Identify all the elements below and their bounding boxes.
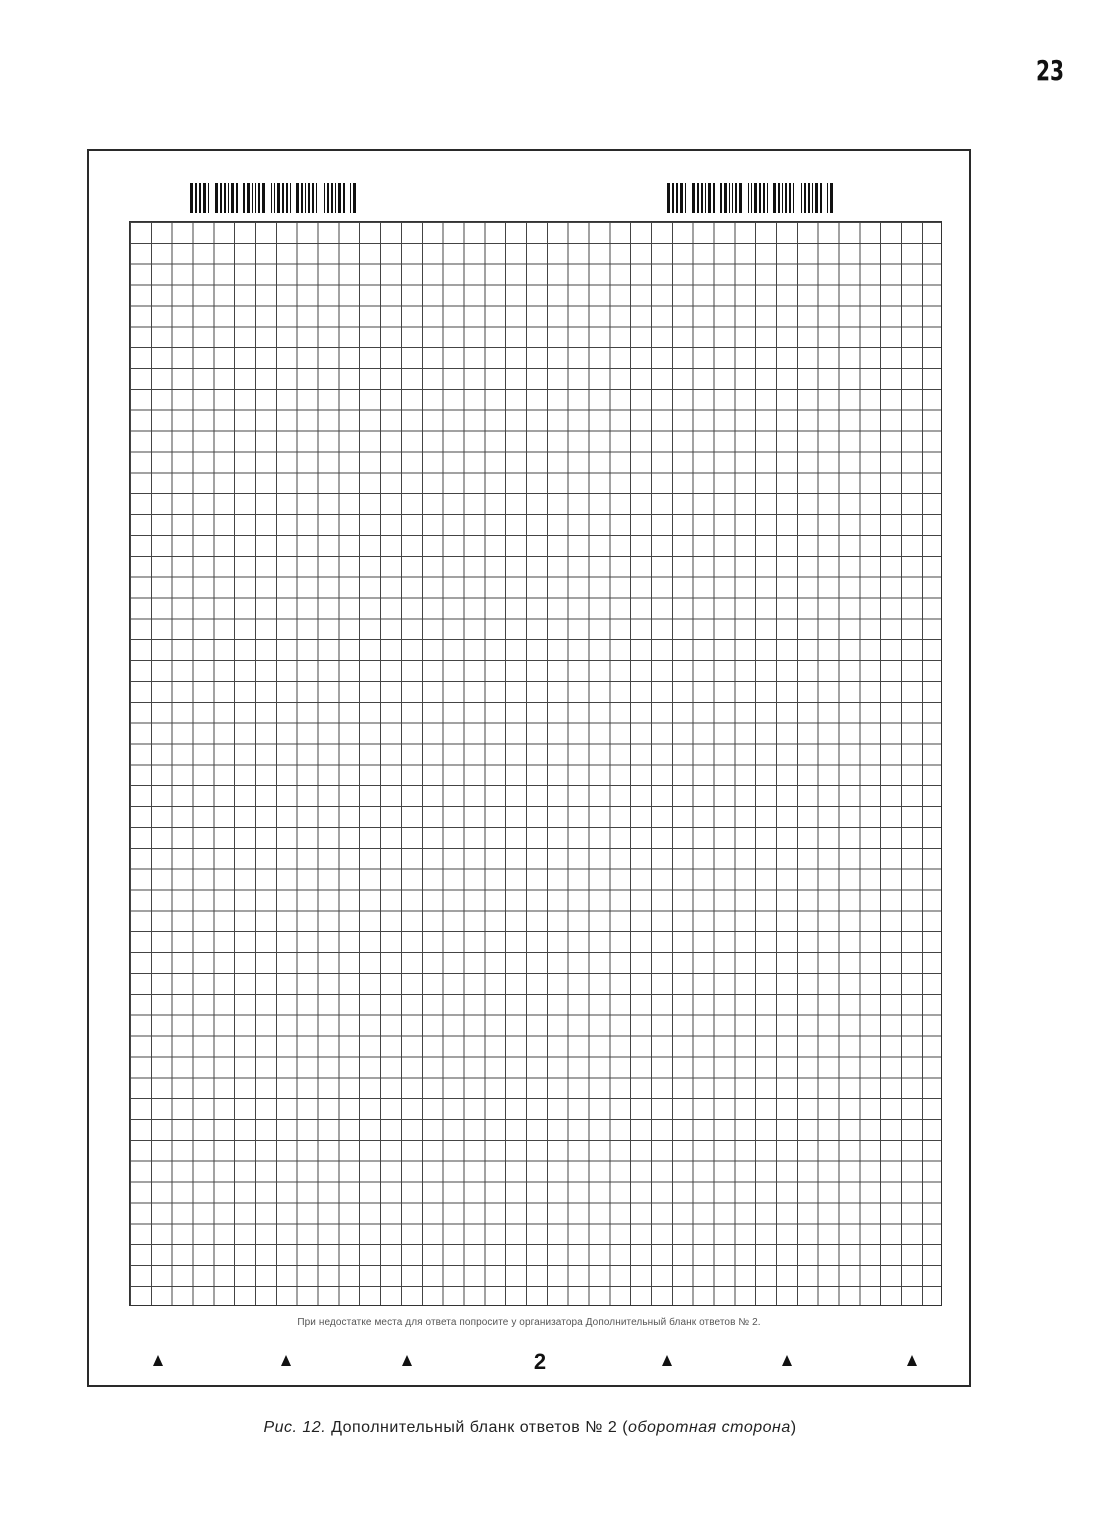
barcode-bar (274, 183, 275, 213)
barcode-bar (789, 183, 791, 213)
barcode-bar (735, 183, 737, 213)
barcode-bar (793, 183, 794, 213)
answer-grid[interactable] (129, 221, 942, 1306)
barcode-bar (312, 183, 314, 213)
barcode-bar (296, 183, 299, 213)
figure-subtitle: оборотная сторона (628, 1419, 791, 1436)
barcode-bar (763, 183, 765, 213)
barcode-bar (195, 183, 197, 213)
barcode-bar (220, 183, 222, 213)
barcode-bar (720, 183, 722, 213)
page-number: 23 (1035, 54, 1065, 87)
barcode-bar (305, 183, 306, 213)
barcode-bar (812, 183, 813, 213)
barcode-bar (347, 183, 348, 213)
barcode-bar (224, 183, 226, 213)
barcode-bar (801, 183, 802, 213)
barcode-bar (692, 183, 695, 213)
barcode-bar (247, 183, 250, 213)
barcode-bar (680, 183, 683, 213)
barcode-bar (293, 183, 294, 213)
barcode-bar (732, 183, 733, 213)
barcode-bar (672, 183, 674, 213)
barcode-bar (282, 183, 284, 213)
barcode-bar (199, 183, 201, 213)
barcode-bar (190, 183, 193, 213)
barcode-bar (308, 183, 310, 213)
triangle-up-icon (153, 1355, 163, 1366)
instruction-note: При недостатке места для ответа попросите у организатора Дополнительный бланк ответов № 2. (297, 1317, 761, 1328)
barcode-bar (759, 183, 761, 213)
barcode-bar (262, 183, 265, 213)
barcode-bar (255, 183, 256, 213)
barcode-bar (701, 183, 703, 213)
barcode-bar (243, 183, 245, 213)
barcode-bar (830, 183, 833, 213)
barcode-bar (717, 183, 718, 213)
barcode-bar (228, 183, 229, 213)
barcode-bar (286, 183, 288, 213)
barcode-bar (215, 183, 218, 213)
sheet-side-number: 2 (533, 1349, 547, 1374)
barcode-bar (827, 183, 828, 213)
barcode-bar (729, 183, 730, 213)
barcode-bar (782, 183, 783, 213)
barcode-bar (331, 183, 333, 213)
figure-label: Рис. 12. (263, 1419, 327, 1436)
barcode-bar (350, 183, 351, 213)
triangle-up-icon (907, 1355, 917, 1366)
barcode-bar (697, 183, 699, 213)
barcode-bar (748, 183, 749, 213)
barcode-bar (724, 183, 727, 213)
barcode-bar (744, 183, 746, 213)
barcode-bar (236, 183, 238, 213)
barcode-bar (211, 183, 213, 213)
barcode-bar (767, 183, 768, 213)
barcode-bar (271, 183, 272, 213)
barcode-bar (815, 183, 818, 213)
triangle-up-icon (281, 1355, 291, 1366)
barcode-bar (804, 183, 806, 213)
barcode-bar (203, 183, 206, 213)
barcode-bar (685, 183, 686, 213)
barcode-bar (739, 183, 742, 213)
barcode-bar (754, 183, 757, 213)
barcode-bar (796, 183, 799, 213)
barcode-bar (277, 183, 280, 213)
barcode-bar (808, 183, 810, 213)
triangle-up-icon (782, 1355, 792, 1366)
caption-paren-close: ) (790, 1419, 797, 1436)
barcode-bar (770, 183, 771, 213)
caption-paren-open: ( (622, 1419, 629, 1436)
barcode-bar (667, 183, 670, 213)
answer-sheet-form (87, 149, 971, 1387)
barcode-bar (676, 183, 678, 213)
barcode-bar (785, 183, 787, 213)
barcode-bar (290, 183, 291, 213)
barcode-bar (713, 183, 715, 213)
barcode-bar (324, 183, 325, 213)
barcode-bar (301, 183, 303, 213)
barcode-bar (208, 183, 209, 213)
barcode-bar (708, 183, 711, 213)
barcode-bar (338, 183, 341, 213)
barcode-bar (327, 183, 329, 213)
barcode-bar (267, 183, 269, 213)
figure-title: Дополнительный бланк ответов № 2 (331, 1419, 618, 1436)
barcode-icon (667, 183, 833, 213)
barcode-bar (316, 183, 317, 213)
barcode-bar (705, 183, 706, 213)
barcode-bar (258, 183, 260, 213)
triangle-up-icon (662, 1355, 672, 1366)
barcode-bar (335, 183, 336, 213)
barcode-bar (343, 183, 345, 213)
barcode-icon (190, 183, 356, 213)
barcode-bar (319, 183, 322, 213)
barcode-bar (778, 183, 780, 213)
barcode-bar (751, 183, 752, 213)
barcode-bar (240, 183, 241, 213)
triangle-up-icon (402, 1355, 412, 1366)
barcode-bar (231, 183, 234, 213)
barcode-bar (252, 183, 253, 213)
barcode-bar (688, 183, 690, 213)
barcode-bar (773, 183, 776, 213)
barcode-bar (824, 183, 825, 213)
barcode-bar (820, 183, 822, 213)
barcode-bar (353, 183, 356, 213)
figure-caption (0, 1419, 1060, 1437)
alignment-markers (89, 1349, 969, 1373)
